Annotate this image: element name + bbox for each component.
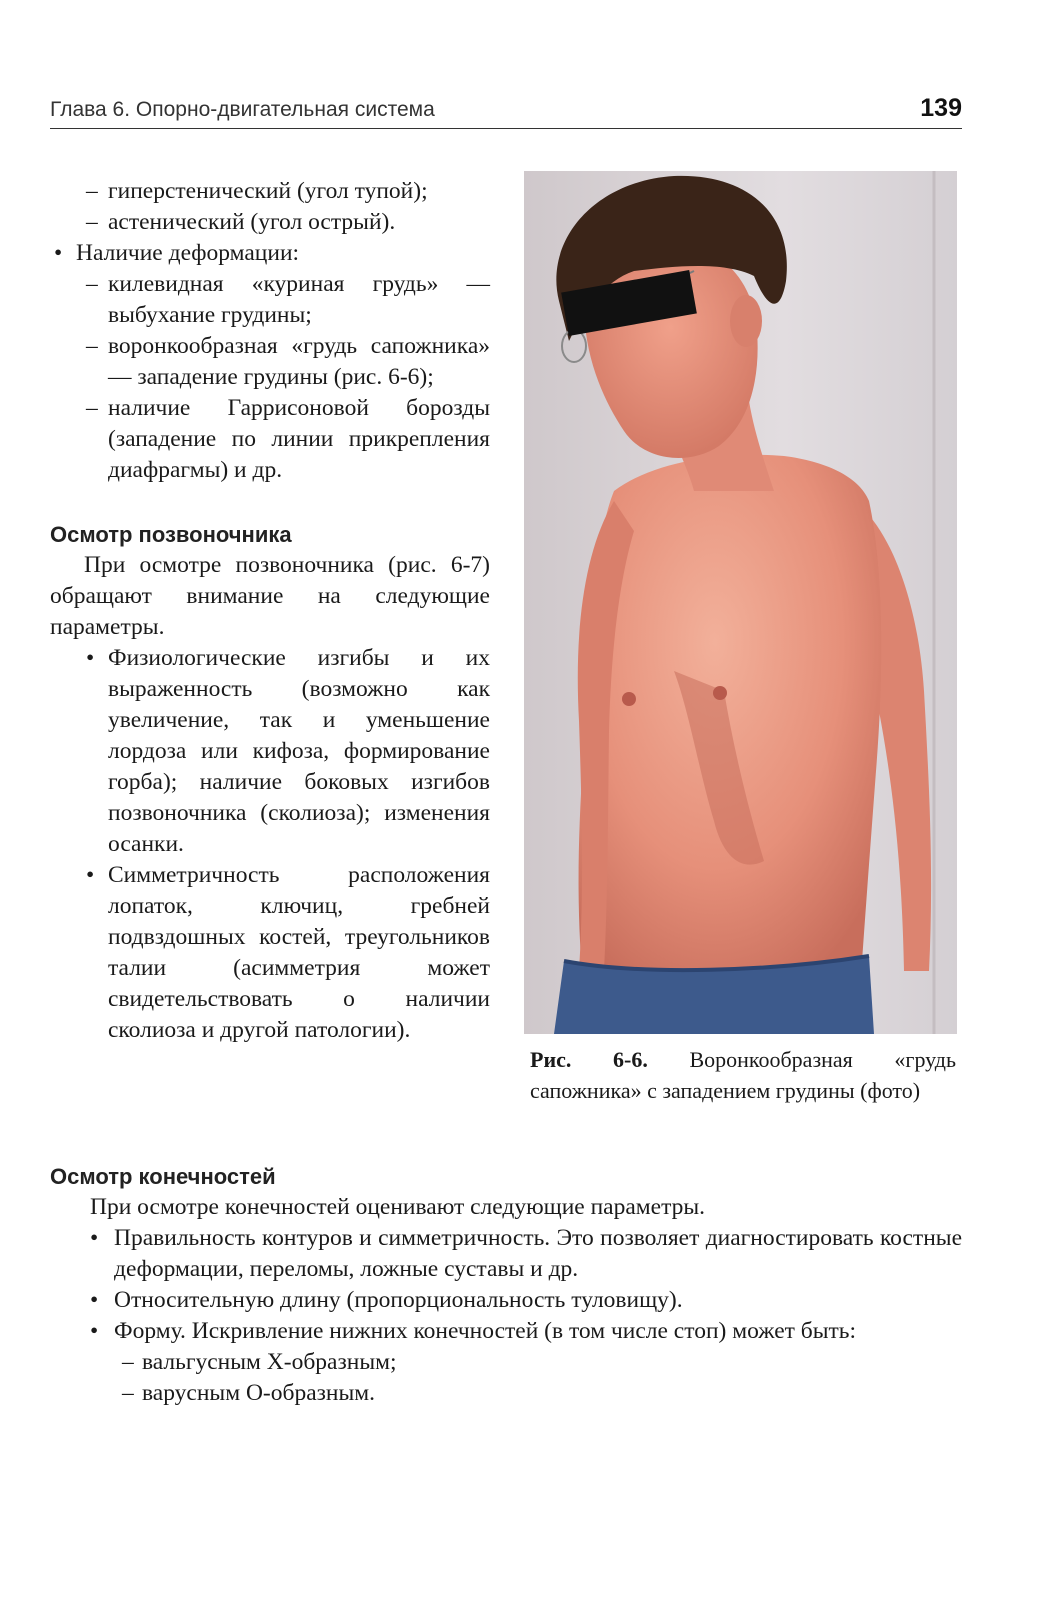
figure-label: Рис. 6-6. bbox=[530, 1047, 648, 1072]
list-item: – воронкообразная «грудь сапожника» — западение грудины (рис. 6-6); bbox=[50, 331, 490, 393]
list-item: – гиперстенический (угол тупой); bbox=[50, 176, 490, 207]
list-item: • Симметричность расположения лопаток, ключиц, гребней подвздошных костей, треугольников талии (асимметрия может свидетельствовать о наличии сколиоза и другой патологии). bbox=[50, 860, 490, 1046]
figure-photo bbox=[524, 171, 957, 1034]
list-item: • Наличие деформации: bbox=[50, 238, 490, 269]
limbs-section bbox=[50, 1162, 962, 1409]
figure-caption-text: Воронкообразная «грудь сапожника» с западением грудины (фото) bbox=[530, 1047, 956, 1103]
patient-photo bbox=[524, 171, 957, 1034]
list-item: – килевидная «куриная грудь» — выбухание грудины; bbox=[50, 269, 490, 331]
section-heading-limbs: Осмотр конечностей bbox=[50, 1164, 276, 1189]
paragraph: При осмотре конечностей оценивают следующие параметры. bbox=[90, 1194, 706, 1220]
list-item: • Относительную длину (пропорциональность туловищу). bbox=[50, 1285, 962, 1316]
paragraph: При осмотре позвоночника (рис. 6-7) обращают внимание на следующие параметры. bbox=[50, 552, 490, 640]
list-item: • Форму. Искривление нижних конечностей (в том числе стоп) может быть: bbox=[50, 1316, 962, 1347]
list-item: – наличие Гаррисоновой борозды (западение по линии прикрепления диафрагмы) и др. bbox=[50, 393, 490, 486]
left-column bbox=[50, 176, 490, 1046]
list-item: – вальгусным Х-образным; bbox=[50, 1347, 962, 1378]
section-heading-spine: Осмотр позвоночника bbox=[50, 522, 292, 547]
running-head bbox=[50, 94, 962, 129]
page-number: 139 bbox=[920, 94, 962, 122]
figure-caption bbox=[530, 1044, 956, 1106]
list-item: • Правильность контуров и симметричность. Это позволяет диагностировать костные деформации, переломы, ложные суставы и др. bbox=[50, 1223, 962, 1285]
list-item: – варусным О-образным. bbox=[50, 1378, 962, 1409]
list-item: – астенический (угол острый). bbox=[50, 207, 490, 238]
list-item: • Физиологические изгибы и их выраженность (возможно как увеличение, так и уменьшение лордоза или кифоза, формирование горба); наличие боковых изгибов позвоночника (сколиоза); изменения осанки. bbox=[50, 643, 490, 860]
chapter-title: Глава 6. Опорно-двигательная система bbox=[50, 98, 435, 121]
